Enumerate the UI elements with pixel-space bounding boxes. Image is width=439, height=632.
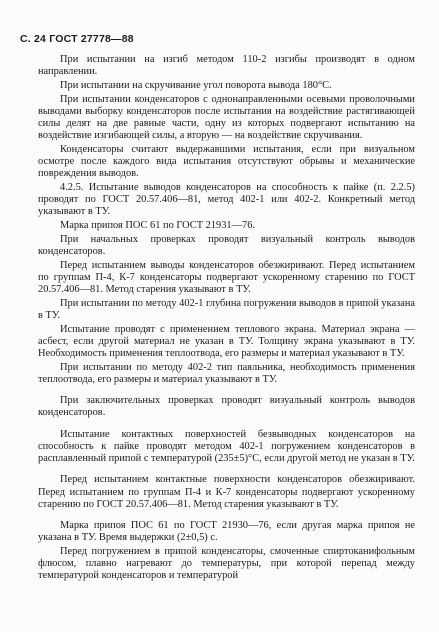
- paragraph: Перед испытанием контактные поверхности конденсаторов обезжиривают. Перед испытанием по группам П-4 и К-7 конденсаторы подвергают ускоренному старению по ГОСТ 20.57.406—81. Метод старения указывают в ТУ.: [38, 474, 415, 510]
- paragraph: При испытании по методу 402-1 глубина погружения выводов в припой указана в ТУ.: [38, 297, 415, 322]
- paragraph: Марка припоя ПОС 61 по ГОСТ 21931—76.: [60, 220, 256, 232]
- paragraph: Марка припоя ПОС 61 по ГОСТ 21930—76, если другая марка припоя не указана в ТУ. Время выдержки (2±0,5) с.: [38, 519, 415, 544]
- paragraph: Испытание контактных поверхностей безвыводных конденсаторов на способность к пайке проводят методом 402-1 погружением конденсаторов в расплавленный припой с температурой (235±5)°С, если другой метод не указан в ТУ.: [38, 428, 415, 465]
- paragraph: При заключительных проверках проводят визуальный контроль выводов конденсаторов.: [38, 395, 415, 419]
- paragraph: При испытании конденсаторов с однонаправленными осевыми проволочными выводами выборку конденсаторов после испытания на воздействие растягивающей силы делят на две равные части, одну из которых подвергают испытанию на воздействие изгибающей силы, а вторую — на воздействие скручивания.: [38, 93, 415, 142]
- paragraph: При испытании на изгиб методом 110-2 изгибы производят в одном направлении.: [38, 54, 415, 78]
- paragraph: Конденсаторы считают выдержавшими испытания, если при визуальном осмотре после каждого вида испытания отсутствуют обрывы и механические повреждения выводов.: [38, 143, 415, 180]
- document-body: [38, 54, 415, 582]
- paragraph: Перед испытанием выводы конденсаторов обезжиривают. Перед испытанием по группам П-4, К-7 конденсаторы подвергают ускоренному старению по ГОСТ 20.57.406—81. Метод старения указывают в ТУ.: [38, 259, 415, 296]
- paragraph: При испытании по методу 402-2 тип паяльника, необходимость применения теплоотвода, его размеры и материал указывают в ТУ.: [38, 361, 415, 386]
- paragraph: 4.2.5. Испытание выводов конденсаторов на способность к пайке (п. 2.2.5) проводят по ГОСТ 20.57.406—81, метод 402-1 или 402-2. Конкретный метод указывают в ТУ.: [38, 182, 415, 218]
- paragraph: Испытание проводят с применением теплового экрана. Материал экрана — асбест, если другой материал не указан в ТУ. Толщину экрана указывают в ТУ. Необходимость применения теплоотвода, его размеры и материал указывают в ТУ.: [38, 323, 415, 360]
- paragraph: При испытании на скручивание угол поворота вывода 180°С.: [60, 79, 332, 91]
- paragraph: При начальных проверках проводят визуальный контроль выводов конденсаторов.: [38, 233, 415, 258]
- paragraph: Перед погружением в припой конденсаторы, смоченные спиртоканифольным флюсом, плавно нагревают до температуры, при которой перепад между температурой конденсаторов и температурой: [38, 545, 415, 582]
- page-header: С. 24 ГОСТ 27778—88: [20, 33, 134, 45]
